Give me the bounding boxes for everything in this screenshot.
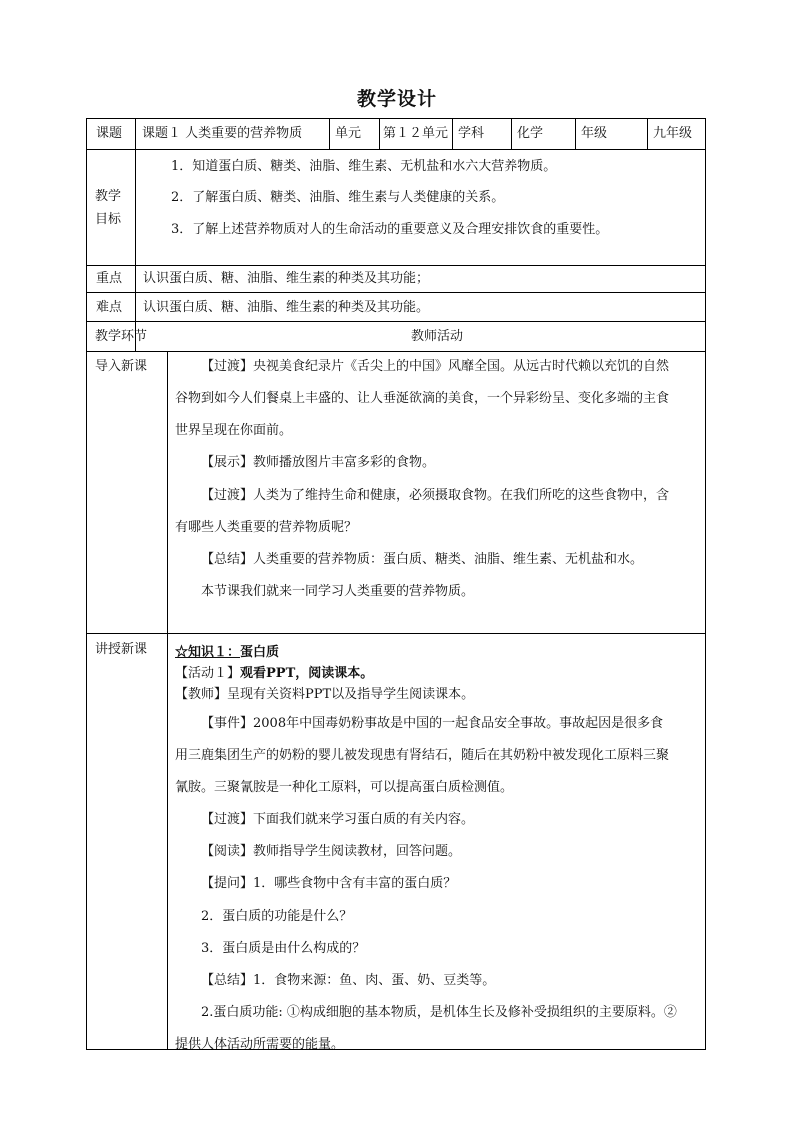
lecture-line: 用三鹿集团生产的奶粉的婴儿被发现患有肾结石，随后在其奶粉中被发现化工原料三聚 <box>175 748 670 763</box>
intro-line: 【过渡】央视美食纪录片《舌尖上的中国》风靡全国。从远古时代赖以充饥的自然 <box>201 359 670 374</box>
row-divider <box>87 321 705 322</box>
col-divider <box>647 119 648 149</box>
lecture-line: 3．蛋白质是由什么构成的？ <box>201 941 366 956</box>
grade-value: 九年级 <box>653 126 693 141</box>
lecture-line: 【阅读】教师指导学生阅读教材，回答问题。 <box>201 844 462 859</box>
lecture-line: 【教师】呈现有关资料PPT以及指导学生阅读课本。 <box>175 687 475 702</box>
row-divider <box>87 633 705 634</box>
lecture-line: 【过渡】下面我们就来学习蛋白质的有关内容。 <box>201 812 475 827</box>
knowledge-number: ☆知识１： <box>175 645 241 660</box>
lecture-line: 氰胺。三聚氰胺是一种化工原料，可以提高蛋白质检测值。 <box>175 780 514 795</box>
goal-item: 1．知道蛋白质、糖类、油脂、维生素、无机盐和水六大营养物质。 <box>171 159 557 174</box>
intro-line: 世界呈现在你面前。 <box>175 423 293 438</box>
intro-line: 【过渡】人类为了维持生命和健康，必须摄取食物。在我们所吃的这些食物中，含 <box>201 488 670 503</box>
col-divider <box>575 119 576 149</box>
col-divider <box>452 119 453 149</box>
lecture-line: 【总结】1．食物来源：鱼、肉、蛋、奶、豆类等。 <box>201 973 496 988</box>
intro-line: 谷物到如今人们餐桌上丰盛的、让人垂涎欲滴的美食，一个异彩纷呈、变化多端的主食 <box>175 391 670 406</box>
intro-line: 有哪些人类重要的营养物质呢？ <box>175 520 358 535</box>
col-divider <box>135 119 136 351</box>
lesson-plan-table <box>86 118 706 1050</box>
col-divider <box>379 119 380 149</box>
topic-label: 课题 <box>96 126 123 141</box>
stage-header: 教学环节 <box>95 329 148 344</box>
key-point-text: 认识蛋白质、糖、油脂、维生素的种类及其功能； <box>143 271 430 286</box>
page-title: 教学设计 <box>356 88 437 110</box>
knowledge-topic: 蛋白质 <box>240 645 280 660</box>
grade-label: 年级 <box>581 126 608 141</box>
row-divider <box>87 351 705 352</box>
knowledge-heading <box>175 641 279 660</box>
lecture-line: 【事件】2008年中国毒奶粉事故是中国的一起食品安全事故。事故起因是很多食 <box>201 716 664 731</box>
goal-item: 3．了解上述营养物质对人的生命活动的重要意义及合理安排饮食的重要性。 <box>171 222 609 237</box>
lecture-line: 2.蛋白质功能: ①构成细胞的基本物质，是机体生长及修补受损组织的主要原料。② <box>201 1005 677 1020</box>
key-point-label: 重点 <box>96 271 123 286</box>
col-divider <box>329 119 330 149</box>
activity-header: 教师活动 <box>411 329 464 344</box>
row-divider <box>87 149 705 150</box>
lecture-line: 提供人体活动所需要的能量。 <box>175 1037 345 1052</box>
difficult-point-text: 认识蛋白质、糖、油脂、维生素的种类及其功能。 <box>143 300 430 315</box>
lecture-line: 2．蛋白质的功能是什么？ <box>201 909 353 924</box>
intro-label: 导入新课 <box>95 359 148 374</box>
activity-line: 【活动１】观看PPT，阅读课本。 <box>175 666 374 681</box>
col-divider <box>167 351 168 1049</box>
unit-label: 单元 <box>335 126 362 141</box>
goal-item: 2．了解蛋白质、糖类、油脂、维生素与人类健康的关系。 <box>171 190 505 205</box>
unit-value: 第１２单元 <box>383 126 449 141</box>
goals-label: 教学 目标 <box>95 189 122 227</box>
row-divider <box>87 265 705 266</box>
lecture-line: 【提问】1．哪些食物中含有丰富的蛋白质？ <box>201 876 457 891</box>
intro-line: 【展示】教师播放图片丰富多彩的食物。 <box>201 455 436 470</box>
subject-label: 学科 <box>458 126 485 141</box>
intro-line: 本节课我们就来一同学习人类重要的营养物质。 <box>201 584 475 599</box>
topic-value: 课题１ 人类重要的营养物质 <box>142 126 303 141</box>
lecture-label: 讲授新课 <box>95 642 148 657</box>
col-divider <box>511 119 512 149</box>
row-divider <box>87 292 705 293</box>
intro-line: 【总结】人类重要的营养物质：蛋白质、糖类、油脂、维生素、无机盐和水。 <box>201 552 644 567</box>
subject-value: 化学 <box>517 126 544 141</box>
difficult-point-label: 难点 <box>96 300 123 315</box>
